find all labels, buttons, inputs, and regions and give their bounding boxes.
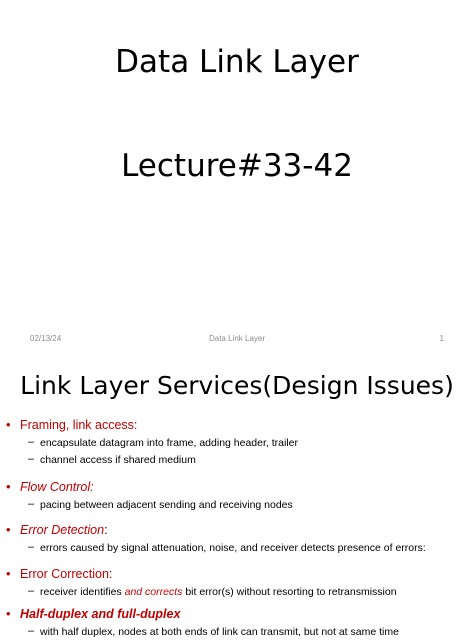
dash-icon: – <box>28 585 35 597</box>
dash-icon: – <box>28 453 35 465</box>
item-detail: encapsulate datagram into frame, adding header, trailer <box>40 437 298 449</box>
item-heading <box>20 523 108 537</box>
footer-page-number: 1 <box>439 334 444 343</box>
item-heading-text: Error Detection <box>20 523 105 537</box>
list-item <box>0 607 474 642</box>
item-detail: pacing between adjacent sending and receiving nodes <box>40 499 293 511</box>
item-detail-part: bit error(s) without resorting to retransmission <box>182 586 397 598</box>
slide-title: Data Link Layer <box>115 44 359 80</box>
item-heading: Half-duplex and full-duplex <box>20 607 181 621</box>
list-item <box>0 567 474 602</box>
footer-title: Data Link Layer <box>208 334 266 343</box>
item-detail-emphasis: and corrects <box>124 586 183 598</box>
list-item <box>0 418 474 470</box>
dash-icon: – <box>28 625 35 637</box>
bullet-icon: • <box>6 606 11 621</box>
item-detail: channel access if shared medium <box>40 454 196 466</box>
bullet-icon: • <box>6 566 11 581</box>
item-detail: errors caused by signal attenuation, noise, and receiver detects presence of errors: <box>40 542 426 554</box>
item-heading: Flow Control: <box>20 480 94 494</box>
item-heading: Error Correction: <box>20 567 113 581</box>
bullet-icon: • <box>6 417 11 432</box>
item-detail: with half duplex, nodes at both ends of link can transmit, but not at same time <box>40 626 399 638</box>
footer-date: 02/13/24 <box>30 334 62 343</box>
bullet-icon: • <box>6 479 11 494</box>
dash-icon: – <box>28 541 35 553</box>
list-item <box>0 480 474 515</box>
list-item <box>0 523 474 558</box>
item-detail-part: receiver identifies <box>40 586 125 598</box>
dash-icon: – <box>28 498 35 510</box>
dash-icon: – <box>28 436 35 448</box>
item-heading: Framing, link access: <box>20 418 138 432</box>
item-heading-colon: : <box>104 523 108 537</box>
bullet-icon: • <box>6 522 11 537</box>
slide-subtitle: Lecture#33-42 <box>121 148 353 184</box>
item-detail <box>40 586 397 598</box>
slide-2 <box>0 358 474 638</box>
slide-title: Link Layer Services(Design Issues) <box>20 371 454 400</box>
